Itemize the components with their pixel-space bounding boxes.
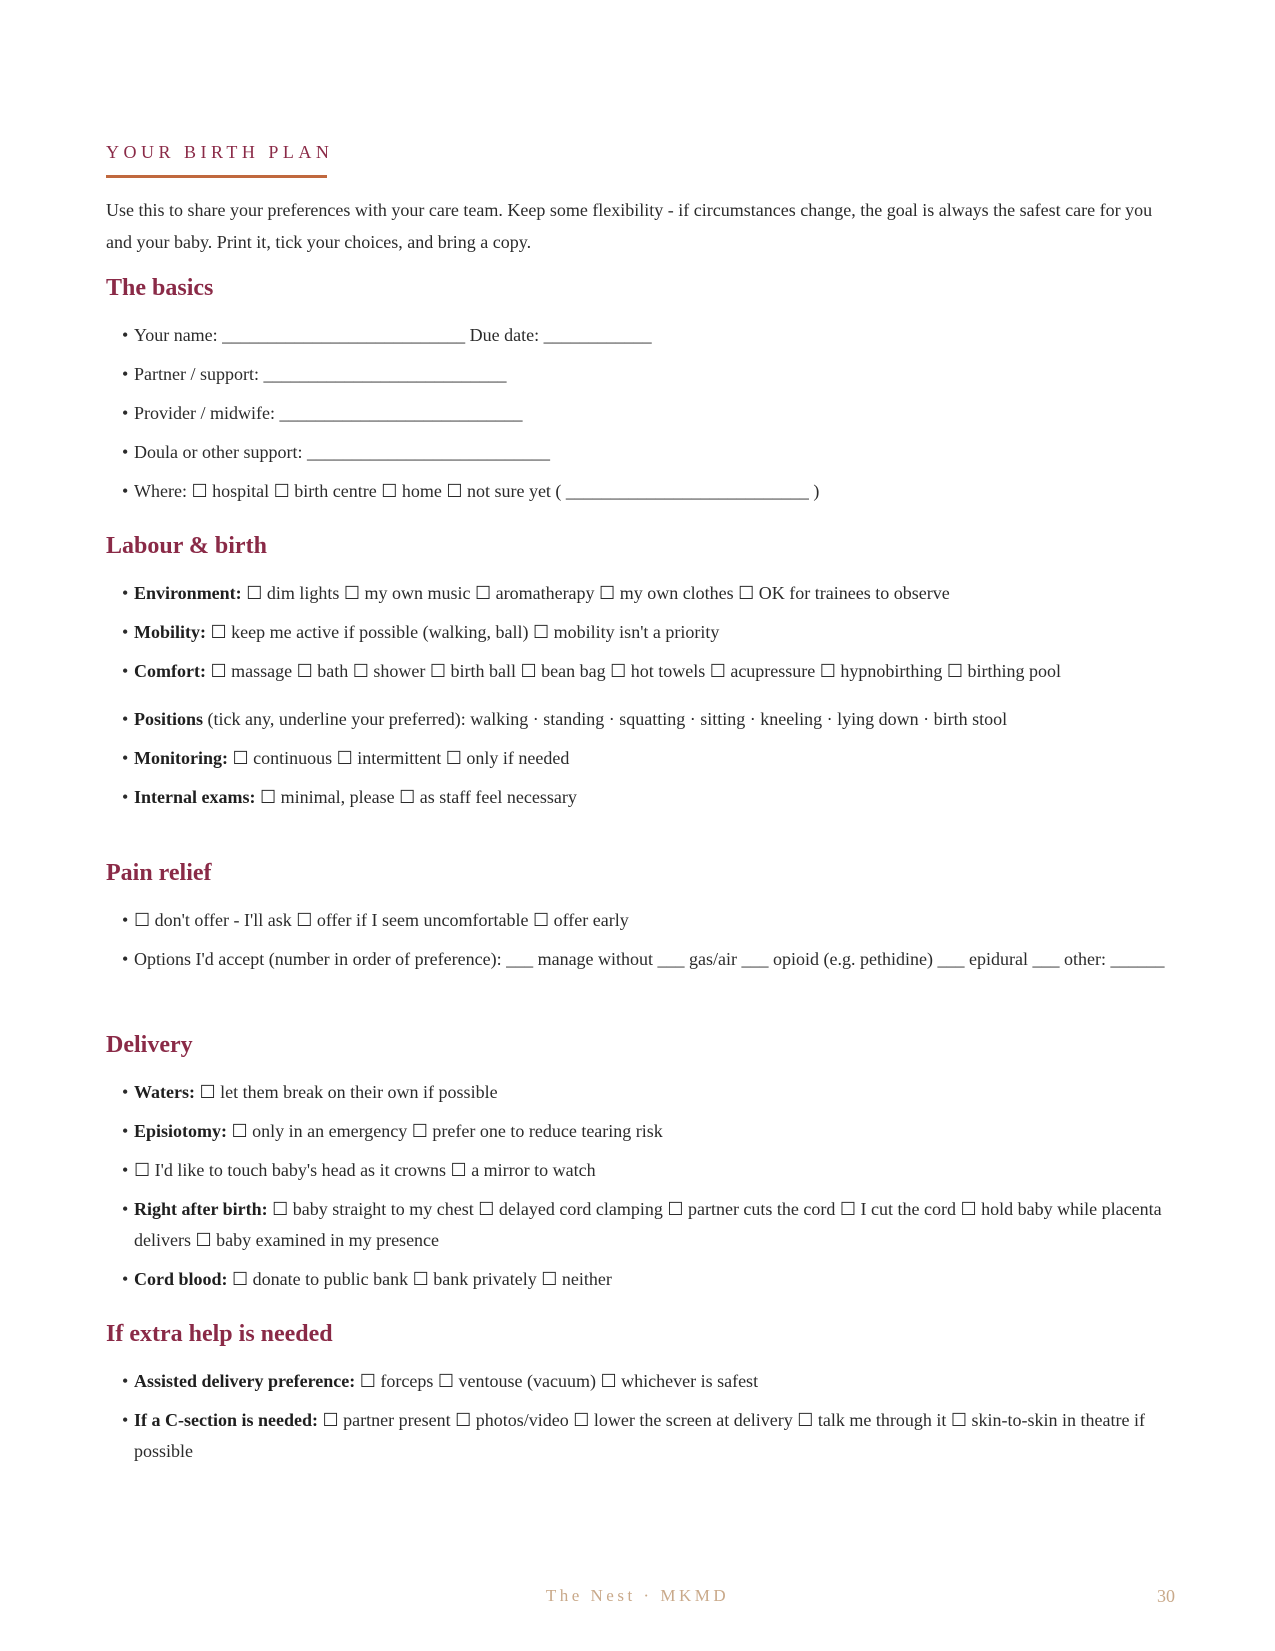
list-item-crowning[interactable]: • ☐ I'd like to touch baby's head as it crowns ☐ a mirror to watch (122, 1160, 596, 1180)
section-pain-relief (106, 858, 1174, 975)
list-item-mobility[interactable]: • Mobility: ☐ keep me active if possible (walking, ball) ☐ mobility isn't a priority (122, 622, 720, 642)
list-item-offer-preference[interactable]: • ☐ don't offer - I'll ask ☐ offer if I seem uncomfortable ☐ offer early (122, 910, 629, 930)
page-eyebrow: YOUR BIRTH PLAN (106, 142, 334, 162)
list-item-partner[interactable]: • Partner / support: ___________________________ (122, 364, 507, 384)
delivery-list (106, 1077, 1174, 1295)
section-extra-help (106, 1319, 1174, 1467)
list-item-your-name[interactable]: • Your name: ___________________________ Due date: ____________ (122, 325, 652, 345)
section-delivery (106, 1030, 1174, 1295)
section-labour-birth (106, 531, 1174, 813)
list-item-c-section[interactable]: • If a C-section is needed: ☐ partner present ☐ photos/video ☐ lower the screen at delivery ☐ talk me through it ☐ skin-to-skin in theatre if possible (122, 1410, 1145, 1461)
list-item-options-accepted[interactable]: • Options I'd accept (number in order of preference): ___ manage without ___ gas/air ___ opioid (e.g. pethidine) ___ epidural ___ other: ______ (122, 949, 1165, 969)
labour-list (106, 578, 1174, 813)
extra-list (106, 1366, 1174, 1467)
list-item-positions[interactable]: • Positions (tick any, underline your preferred): walking · standing · squatting · sitting · kneeling · lying down · birth stool (122, 709, 1008, 729)
pain-list (106, 905, 1174, 975)
basics-list (106, 320, 1174, 507)
list-item-waters[interactable]: • Waters: ☐ let them break on their own if possible (122, 1082, 498, 1102)
section-title: If extra help is needed (106, 1321, 333, 1347)
list-item-comfort[interactable]: • Comfort: ☐ massage ☐ bath ☐ shower ☐ birth ball ☐ bean bag ☐ hot towels ☐ acupressure ☐ hypnobirthing ☐ birthing pool (122, 661, 1062, 681)
list-item-where[interactable]: • Where: ☐ hospital ☐ birth centre ☐ home ☐ not sure yet ( ___________________________ ) (122, 481, 820, 501)
list-item-environment[interactable]: • Environment: ☐ dim lights ☐ my own music ☐ aromatherapy ☐ my own clothes ☐ OK for trainees to observe (122, 583, 950, 603)
list-item-monitoring[interactable]: • Monitoring: ☐ continuous ☐ intermittent ☐ only if needed (122, 748, 570, 768)
list-item-episiotomy[interactable]: • Episiotomy: ☐ only in an emergency ☐ prefer one to reduce tearing risk (122, 1121, 663, 1141)
section-title: Pain relief (106, 860, 212, 886)
list-item-doula[interactable]: • Doula or other support: ___________________________ (122, 442, 550, 462)
eyebrow-underline (106, 175, 327, 178)
list-item-right-after-birth[interactable]: • Right after birth: ☐ baby straight to my chest ☐ delayed cord clamping ☐ partner cuts the cord ☐ I cut the cord ☐ hold baby while placenta delivers ☐ baby examined in my presence (122, 1199, 1162, 1250)
section-title: The basics (106, 275, 214, 301)
page-number: 30 (1157, 1586, 1175, 1606)
section-title: Labour & birth (106, 533, 267, 559)
footer-brand: The Nest · MKMD (545, 1586, 730, 1605)
intro-paragraph: Use this to share your preferences with your care team. Keep some flexibility - if circumstances change, the goal is always the safest care for you and your baby. Print it, tick your choices, and bring a copy. (106, 200, 1153, 252)
list-item-assisted-delivery[interactable]: • Assisted delivery preference: ☐ forceps ☐ ventouse (vacuum) ☐ whichever is safest (122, 1371, 759, 1391)
section-title: Delivery (106, 1032, 193, 1058)
section-basics (106, 273, 1174, 507)
list-item-cord-blood[interactable]: • Cord blood: ☐ donate to public bank ☐ bank privately ☐ neither (122, 1269, 612, 1289)
list-item-provider[interactable]: • Provider / midwife: ___________________________ (122, 403, 523, 423)
list-item-internal-exams[interactable]: • Internal exams: ☐ minimal, please ☐ as staff feel necessary (122, 787, 577, 807)
